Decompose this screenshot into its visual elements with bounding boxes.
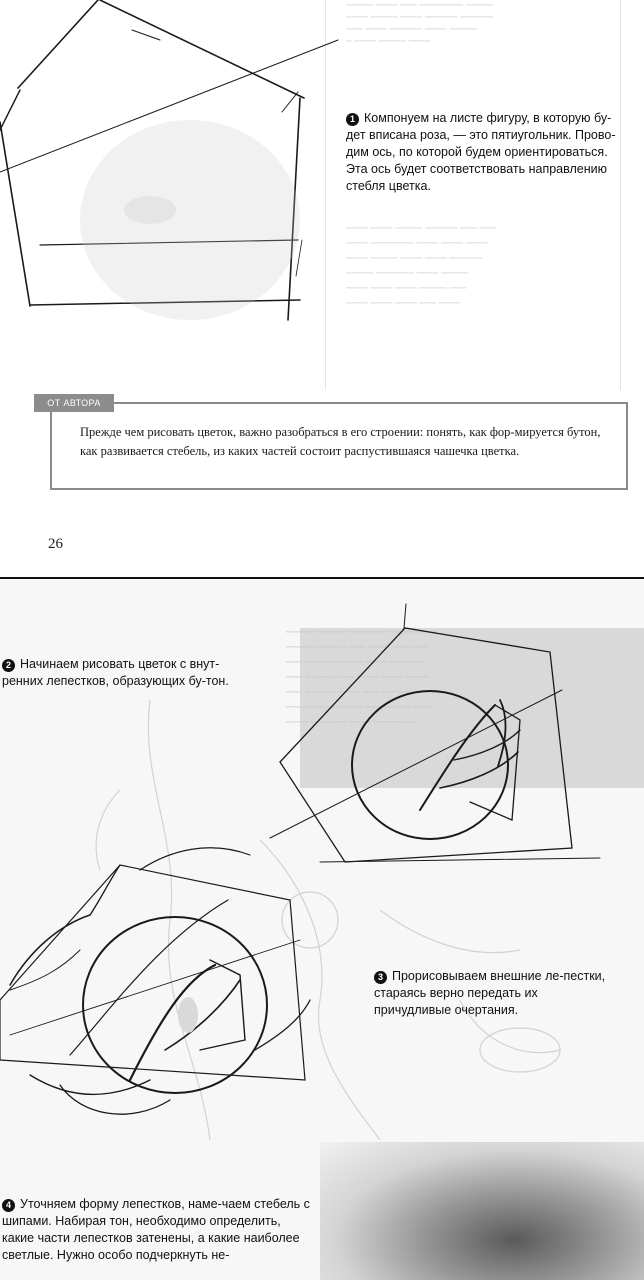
author-note-tab: ОТ АВТОРА <box>34 394 114 412</box>
step-2-caption <box>2 656 232 690</box>
step-2-text: Начинаем рисовать цветок с внут-ренних лепестков, образующих бу-тон. <box>2 657 229 688</box>
page-number: 26 <box>48 536 63 552</box>
step-number-badge: 4 <box>2 1199 15 1212</box>
step-3-text: Прорисовываем внешние ле-пестки, стараясь верно передать их причудливые очертания. <box>374 969 606 1017</box>
rose-shaded-drawing <box>320 1142 644 1280</box>
step-4-caption <box>2 1196 310 1264</box>
step-1-caption <box>346 110 618 195</box>
ghost-text: ───── ──── ─── ──────── ───── ──── ───── ──── ────── ────── ─── ──── ────── ──── ───── ─ ──── ───── ──── <box>346 1 493 47</box>
pentagon-sketch <box>0 0 340 380</box>
step-number-badge: 1 <box>346 113 359 126</box>
step-4-text: Уточняем форму лепестков, наме-чаем стебель с шипами. Набирая тон, необходимо определить, какие части лепестков затенены, а какие наиболее светлые. Нужно особо подчеркнуть не- <box>2 1197 310 1262</box>
step-number-badge: 2 <box>2 659 15 672</box>
step-number-badge: 3 <box>374 971 387 984</box>
step-3-caption <box>374 968 614 1019</box>
ghost-text: ───── ────── ─────── ─ ───── ─ ───── ──── ─ ─── ──── ─── ─── ─── ─── ─ ── ─── ──── ───── ─ ─── ─ ──── ─── ──── ──── ──── ─── ─ ──── ──── ─── ───── ── ───── ──── ──── ─── ───── ─── ──── ─── ─── ──── ───── ── <box>286 628 436 728</box>
page-divider <box>0 577 644 579</box>
column-rule <box>620 0 621 390</box>
ghost-text: ──── ──── ───── ────── ─── ─── ──── ──────── ──── ──── ──── ──── ───── ──── ──── ────── ───── ─────── ──── ───── ──── ──── ──── ───── ─── ──── ──── ──── ─── ──── <box>346 224 496 309</box>
bottom-page <box>0 580 644 1280</box>
author-note-text: Прежде чем рисовать цветок, важно разобраться в его строении: понять, как фор-мируется бутон, как развивается стебель, из каких частей состоит распустившаяся чашечка цветка. <box>80 425 601 458</box>
top-page <box>0 0 644 578</box>
step-1-text: Компонуем на листе фигуру, в которую бу-дет вписана роза, — это пятиугольник. Прово-дим ось, по которой будем ориентироваться. Эта ось будет соответствовать направлению стебля цветка. <box>346 111 616 193</box>
